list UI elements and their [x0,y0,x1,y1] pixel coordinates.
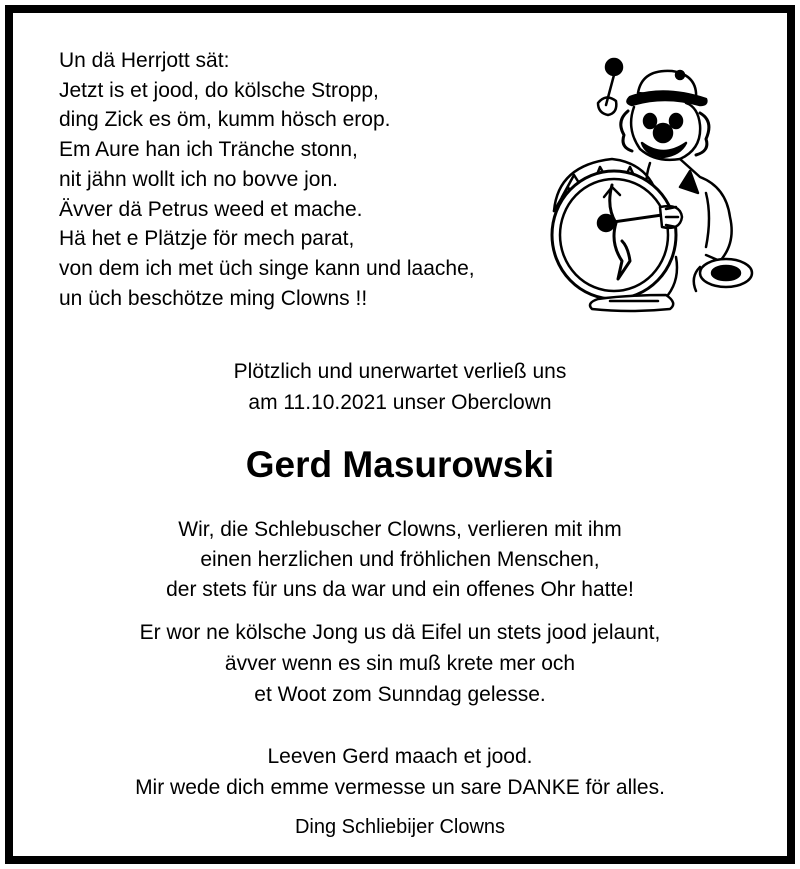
tribute-line: Mir wede dich emme vermesse un sare DANKE för alles. [135,776,665,799]
tribute-line: Er wor ne kölsche Jong us dä Eifel un stets jood jelaunt, [139,621,661,644]
poem-line: nit jähn wollt ich no bovve jon. [59,167,338,191]
poem-line: Un dä Herrjott sät: [59,49,230,72]
poem-line: Jetzt is et jood, do kölsche Stropp, [59,78,379,102]
clown-face-icon [621,103,709,160]
deceased-name: Gerd Masurowski [245,444,555,485]
poem-line: Em Aure han ich Tränche stonn, [59,138,358,162]
tribute-line: der stets für uns da war und ein offenes Ohr hatte! [166,578,634,601]
poem-line: von dem ich met üch singe kann und laache, [59,256,475,280]
announcement-line: Plötzlich und unerwartet verließ uns [233,360,567,383]
hat-icon [627,71,706,105]
tribute-paragraph-1 [13,515,787,605]
poem-line: Ävver dä Petrus weed et mache. [59,197,363,221]
poem-line: ding Zick es öm, kumm hösch erop. [59,108,391,132]
mallet-icon [598,59,622,115]
announcement [13,356,787,418]
drum-icon [552,159,676,299]
tribute-paragraph-2 [13,617,787,710]
poem-line: un üch beschötze ming Clowns !! [59,286,368,310]
tribute-line: et Woot zom Sunndag gelesse. [254,683,546,706]
poem-line: Hä het e Plätzje för mech parat, [59,227,355,251]
clown-with-drum-icon [530,47,758,317]
tribute-line: Leeven Gerd maach et jood. [267,745,533,768]
tribute-line: ävver wenn es sin muß krete mer och [224,652,576,675]
poem [59,46,559,313]
announcement-line: am 11.10.2021 unser Oberclown [248,391,552,414]
tribute-line: einen herzlichen und fröhlichen Menschen, [200,548,600,571]
tribute-line: Wir, die Schlebuscher Clowns, verlieren mit ihm [178,518,622,541]
signature: Ding Schliebijer Clowns [294,816,506,838]
tribute-paragraph-3 [13,741,787,803]
obituary-frame [5,5,795,864]
